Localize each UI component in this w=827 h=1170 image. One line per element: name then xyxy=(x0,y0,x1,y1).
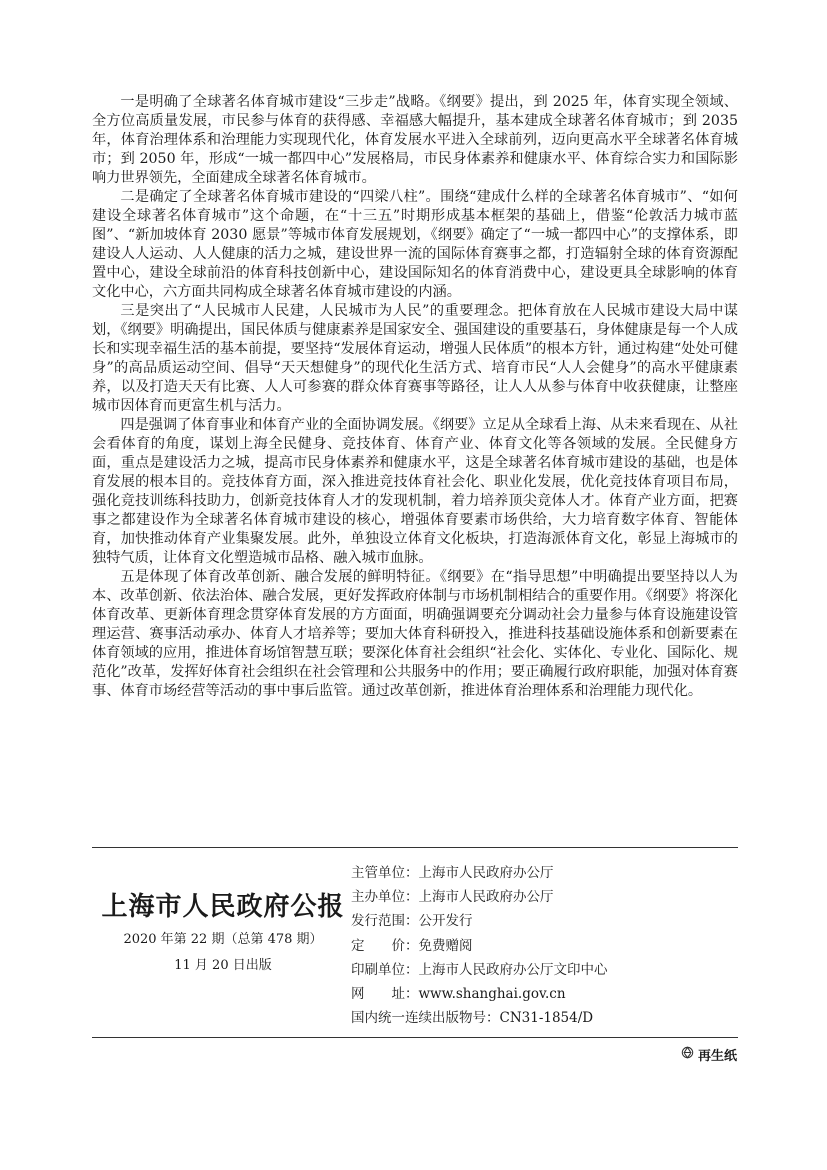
publication-info xyxy=(351,861,608,1030)
info-label: 主办单位： xyxy=(351,889,419,906)
article-body xyxy=(92,93,738,701)
paragraph-1: 一是明确了全球著名体育城市建设“三步走”战略。《纲要》提出，到 2025 年，体育实现全领域、全方位高质量发展，市民参与体育的获得感、幸福感大幅提升，基本建成全球著名体育城市；到 2035 年，体育治理体系和治理能力实现现代化，体育发展水平进入全球前列，迈向更高水平全球著名体育城市；到 2050 年，形成“一城一都四中心”发展格局，市民身体素养和健康水平、体育综合实力和国际影响力世界领先，全面建成全球著名体育城市。 xyxy=(92,94,738,186)
paragraph-3: 三是突出了“人民城市人民建，人民城市为人民”的重要理念。把体育放在人民城市建设大局中谋划，《纲要》明确提出，国民体质与健康素养是国家安全、强国建设的重要基石，身体健康是每一个人成长和实现幸福生活的基本前提，要坚持“发展体育运动，增强人民体质”的根本方针，通过构建“处处可健身”的高品质运动空间、倡导“天天想健身”的现代化生活方式、培育市民“人人会健身”的高水平健康素养，以及打造天天有比赛、人人可参赛的群众体育赛事等路径，让人人从参与体育中收获健康，让整座城市因体育而更富生机与活力。 xyxy=(92,303,739,414)
info-value: 上海市人民政府办公厅 xyxy=(418,889,554,906)
info-row xyxy=(351,909,608,933)
info-value: 公开发行 xyxy=(418,913,473,930)
info-label: 发行范围： xyxy=(351,913,419,930)
info-label: 国内统一连续出版物号： xyxy=(351,1010,500,1027)
info-row xyxy=(351,885,608,909)
issue-number: 2020 年第 22 期（总第 478 期） xyxy=(123,932,323,947)
info-row xyxy=(351,861,608,885)
info-value: 上海市人民政府办公厅文印中心 xyxy=(418,961,608,978)
info-row xyxy=(351,1006,608,1030)
info-row xyxy=(351,982,608,1006)
masthead xyxy=(92,890,354,976)
info-value: 上海市人民政府办公厅 xyxy=(418,865,554,881)
recycle-icon xyxy=(681,1046,694,1063)
info-label: 定 价： xyxy=(351,937,419,954)
info-label: 网 址： xyxy=(351,986,419,1003)
info-value: 免费赠阅 xyxy=(418,937,473,954)
publication-title: 上海市人民政府公报 xyxy=(101,892,345,922)
info-value: CN31-1854/D xyxy=(499,1010,594,1027)
recycled-paper-mark xyxy=(681,1045,737,1064)
footer-top-rule xyxy=(92,847,738,848)
paragraph-5: 五是体现了体育改革创新、融合发展的鲜明特征。《纲要》在“指导思想”中明确提出要坚持以人为本、改革创新、依法治体、融合发展，更好发挥政府体制与市场机制相结合的重要作用。《纲要》将深化体育改革、更新体育理念贯穿体育发展的方方面面，明确强调要充分调动社会力量参与体育设施建设管理运营、赛事活动承办、体育人才培养等；要加大体育科研投入，推进科技基础设施体系和创新要素在体育领域的应用，推进体育场馆智慧互联；要深化体育社会组织“社会化、实体化、专业化、国际化、规范化”改革，发挥好体育社会组织在社会管理和公共服务中的作用；要正确履行政府职能，加强对体育赛事、体育市场经营等活动的事中事后监管。通过改革创新，推进体育治理体系和治理能力现代化。 xyxy=(92,569,738,699)
publication-date: 11 月 20 日出版 xyxy=(174,958,272,973)
recycled-paper-label: 再生纸 xyxy=(697,1049,737,1064)
info-row xyxy=(351,934,608,958)
website-link[interactable]: www.shanghai.gov.cn xyxy=(418,986,566,1003)
paragraph-4: 四是强调了体育事业和体育产业的全面协调发展。《纲要》立足从全球看上海、从未来看现在、从社会看体育的角度，谋划上海全民健身、竞技体育、体育产业、体育文化等各领域的发展。全民健身方面，重点是建设活力之城，提高市民身体素养和健康水平，这是全球著名体育城市建设的基础，也是体育发展的根本目的。竞技体育方面，深入推进竞技体育社会化、职业化发展，优化竞技体育项目布局，强化竞技训练科技助力，创新竞技体育人才的发现机制，着力培养顶尖竞体人才。体育产业方面，把赛事之都建设作为全球著名体育城市建设的核心，增强体育要素市场供给，大力培育数字体育、智能体育，加快推动体育产业集聚发展。此外，单独设立体育文化板块，打造海派体育文化，彰显上海城市的独特气质，让体育文化塑造城市品格、融入城市血脉。 xyxy=(92,417,738,566)
info-label: 主管单位： xyxy=(351,865,419,881)
paragraph-2: 二是确定了全球著名体育城市建设的“四梁八柱”。围绕“建成什么样的全球著名体育城市”、“如何建设全球著名体育城市”这个命题，在“十三五”时期形成基本框架的基础上，借鉴“伦敦活力城市蓝图”、“新加坡体育 2030 愿景”等城市体育发展规划，《纲要》确定了“一城一都四中心”的支撑体系，即建设人人运动、人人健康的活力之城，建设世界一流的国际体育赛事之都，打造辐射全球的体育资源配置中心，建设全球前沿的体育科技创新中心，建设国际知名的体育消费中心，建设更具全球影响的体育文化中心，六方面共同构成全球著名体育城市建设的内涵。 xyxy=(92,189,738,300)
info-row xyxy=(351,958,608,982)
footer-bottom-rule xyxy=(92,1037,738,1038)
info-label: 印刷单位： xyxy=(351,961,419,978)
